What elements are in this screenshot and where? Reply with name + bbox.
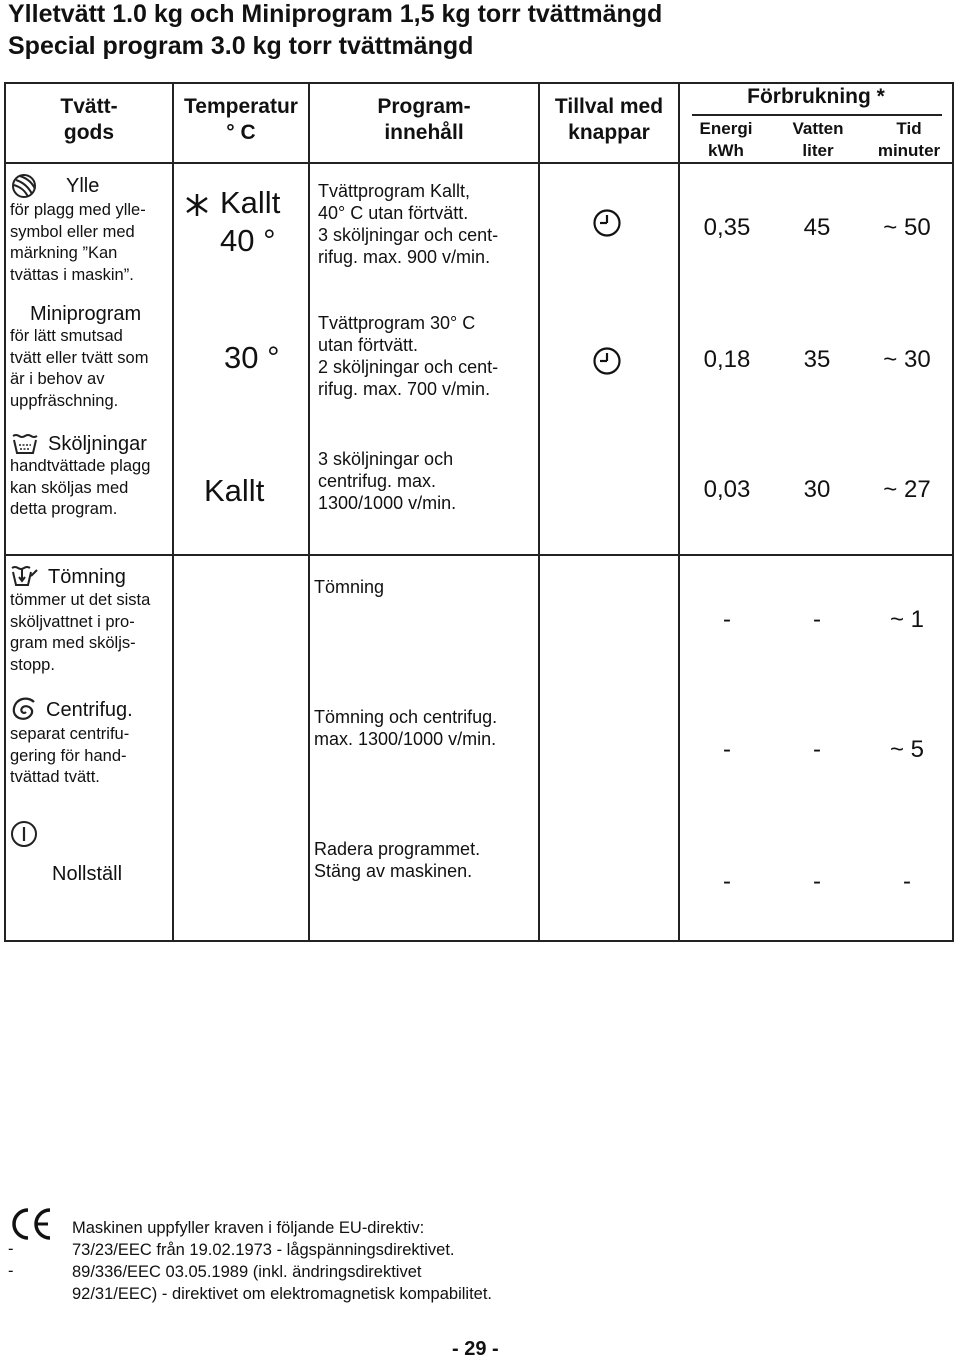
consumption-underline <box>692 114 942 116</box>
row-reset-goods <box>10 820 172 886</box>
row-wool-temp: Kallt 40 ° <box>184 184 304 260</box>
row-reset-energy: - <box>723 868 731 895</box>
row-mini-energy: 0,18 <box>703 346 751 373</box>
col-divider-2 <box>308 84 310 940</box>
row-reset-water: - <box>813 868 821 895</box>
page-number: - 29 - <box>452 1338 499 1360</box>
row-wool-goods <box>10 172 172 286</box>
row-reset-program: Radera programmet. Stäng av maskinen. <box>314 839 481 881</box>
ce-mark-icon <box>8 1207 54 1246</box>
row-spin-time: ~ 5 <box>889 736 925 763</box>
row-rinse-water: 30 <box>803 476 831 503</box>
row-rinse-goods: Sköljningar handtvättade plagg kan sköljas med detta program. <box>10 432 172 521</box>
row-rinse-program: 3 sköljningar och centrifug. max. 1300/1000 v/min. <box>318 449 457 513</box>
header-options: Tillval med knappar <box>554 95 664 144</box>
row-rinse-desc: handtvättade plagg kan sköljas med detta program. <box>10 457 151 518</box>
header-temperature: Temperatur ° C <box>184 95 298 144</box>
header-program: Program- innehåll <box>377 95 471 144</box>
row-mini-water: 35 <box>803 346 831 373</box>
row-reset-time: - <box>903 868 911 895</box>
row-wool-desc: för plagg med ylle- symbol eller med märkning ”Kan tvättas i maskin”. <box>10 201 146 284</box>
col-divider-1 <box>172 84 174 940</box>
row-drain-program: Tömning <box>314 577 385 597</box>
row-rinse-temp: Kallt <box>204 473 265 508</box>
row-spin-energy: - <box>723 736 731 763</box>
program-table <box>4 82 954 942</box>
title-line-2: Special program 3.0 kg torr tvättmängd <box>8 32 474 60</box>
row-mini-goods <box>10 302 172 412</box>
spin-icon <box>10 696 38 724</box>
timer-icon <box>592 208 622 238</box>
snowflake-icon <box>184 192 210 260</box>
row-wool-energy: 0,35 <box>703 214 751 241</box>
row-drain-water: - <box>813 606 821 633</box>
row-mini-program: Tvättprogram 30° C utan förtvätt. 2 sköljningar och cent- rifug. max. 700 v/min. <box>318 313 499 399</box>
col-divider-4 <box>678 84 680 940</box>
row-drain-desc: tömmer ut det sista sköljvattnet i pro- gram med sköljs- stopp. <box>10 591 151 674</box>
row-mini-name: Miniprogram <box>30 303 142 325</box>
footer-line-4: 92/31/EEC) - direktivet om elektromagnetisk kompabilitet. <box>72 1285 493 1303</box>
row-mini-desc: för lätt smutsad tvätt eller tvätt som är i behov av uppfräschning. <box>10 327 149 410</box>
row-drain-energy: - <box>723 606 731 633</box>
footer-line-3: 89/336/EEC 03.05.1989 (inkl. ändringsdirektivet <box>72 1263 422 1281</box>
row-rinse-time: ~ 27 <box>883 476 931 503</box>
footer-line-2: 73/23/EEC från 19.02.1973 - lågspänningsdirektivet. <box>72 1241 455 1259</box>
row-rinse-energy: 0,03 <box>703 476 751 503</box>
row-wool-name: Ylle <box>66 175 100 197</box>
header-consumption: Förbrukning * <box>747 85 885 108</box>
row-wool-time: ~ 50 <box>883 214 931 241</box>
header-energy: Energi kWh <box>699 119 753 160</box>
row-reset-name: Nollställ <box>52 863 123 885</box>
header-time: Tid minuter <box>877 119 941 160</box>
footer-dash-1: - <box>8 1240 14 1258</box>
col-divider-3 <box>538 84 540 940</box>
row-mini-temp: 30 ° <box>224 340 280 375</box>
row-drain-goods: Tömning tömmer ut det sista sköljvattnet i pro- gram med sköljs- stopp. <box>10 564 172 676</box>
footer-dash-2: - <box>8 1262 14 1280</box>
section-divider <box>6 554 952 556</box>
title-line-1: Ylletvätt 1.0 kg och Miniprogram 1,5 kg torr tvättmängd <box>8 0 663 28</box>
row-drain-time: ~ 1 <box>889 606 925 633</box>
drain-icon <box>10 564 40 590</box>
header-divider <box>6 162 952 164</box>
row-spin-desc: separat centrifu- gering för hand- tvättad tvätt. <box>10 725 130 786</box>
row-spin-water: - <box>813 736 821 763</box>
footer-line-1: Maskinen uppfyller kraven i följande EU-direktiv: <box>72 1219 425 1237</box>
row-mini-time: ~ 30 <box>883 346 931 373</box>
rinse-icon <box>10 432 40 456</box>
row-spin-program: Tömning och centrifug. max. 1300/1000 v/min. <box>314 707 498 749</box>
timer-icon <box>592 346 622 376</box>
row-spin-goods: Centrifug. separat centrifu- gering för hand- tvättad tvätt. <box>10 696 172 789</box>
wool-icon <box>10 172 42 200</box>
header-goods: Tvätt- gods <box>60 95 118 144</box>
row-wool-water: 45 <box>803 214 831 241</box>
header-water: Vatten liter <box>792 119 844 160</box>
row-wool-program: Tvättprogram Kallt, 40° C utan förtvätt. 3 sköljningar och cent- rifug. max. 900 v/min. <box>318 181 499 267</box>
reset-icon <box>10 820 172 848</box>
